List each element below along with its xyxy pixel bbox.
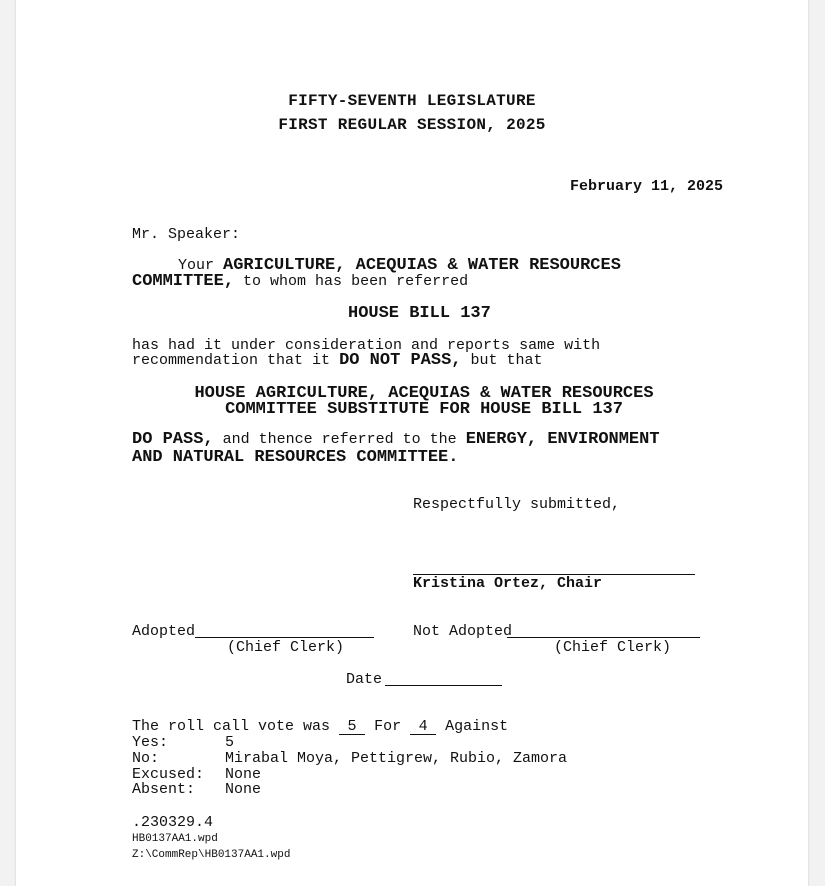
date-label: Date	[346, 671, 383, 688]
document-page	[16, 0, 808, 886]
no-value: Mirabal Moya, Pettigrew, Rubio, Zamora	[225, 750, 568, 767]
referral-committee-cont: AND NATURAL RESOURCES COMMITTEE.	[132, 448, 459, 467]
excused-label: Excused:	[132, 766, 205, 783]
recommendation-prefix: recommendation that it	[132, 352, 331, 369]
absent-label: Absent:	[132, 781, 196, 798]
recommendation-suffix: but that	[470, 352, 543, 369]
file-name: HB0137AA1.wpd	[132, 833, 218, 845]
document-code: .230329.4	[132, 814, 214, 831]
against-count: 4	[410, 720, 436, 735]
committee-name-cont: COMMITTEE,	[132, 272, 235, 291]
against-label: Against	[445, 718, 509, 735]
committee-name: AGRICULTURE, ACEQUIAS & WATER RESOURCES	[223, 256, 621, 275]
yes-label: Yes:	[132, 734, 169, 751]
intro-prefix: Your	[178, 257, 215, 274]
referral-committee: ENERGY, ENVIRONMENT	[465, 430, 660, 449]
absent-value: None	[225, 781, 262, 798]
legislature-title: FIFTY-SEVENTH LEGISLATURE	[288, 92, 536, 110]
file-path: Z:\CommRep\HB0137AA1.wpd	[132, 849, 291, 861]
bill-title: HOUSE BILL 137	[348, 304, 491, 323]
for-count: 5	[339, 720, 365, 735]
salutation: Mr. Speaker:	[132, 226, 241, 243]
consideration-line: has had it under consideration and reports same with	[132, 337, 601, 354]
excused-value: None	[225, 766, 262, 783]
intro-suffix: to whom has been referred	[243, 273, 469, 290]
roll-call-prefix: The roll call vote was	[132, 718, 331, 735]
yes-value: 5	[225, 734, 235, 751]
intro-line-2	[132, 274, 468, 290]
adopted-clerk-label: (Chief Clerk)	[227, 639, 345, 656]
do-pass-line	[132, 432, 660, 448]
not-adopted-signature-line	[507, 637, 700, 638]
date-line	[385, 685, 502, 686]
referral-text: and thence referred to the	[222, 431, 457, 448]
substitute-line-1: HOUSE AGRICULTURE, ACEQUIAS & WATER RESOURCES	[194, 384, 654, 403]
signer-name: Kristina Ortez, Chair	[413, 575, 603, 592]
session-title: FIRST REGULAR SESSION, 2025	[278, 116, 546, 134]
report-date: February 11, 2025	[570, 178, 724, 195]
intro-line-1	[178, 258, 621, 274]
not-adopted-label: Not Adopted	[413, 623, 513, 640]
recommendation-line	[132, 353, 543, 369]
recommendation-value: DO NOT PASS,	[339, 351, 462, 370]
roll-call-line	[132, 719, 508, 735]
no-label: No:	[132, 750, 160, 767]
adopted-signature-line	[195, 637, 374, 638]
closing: Respectfully submitted,	[413, 496, 621, 513]
for-label: For	[374, 718, 402, 735]
do-pass: DO PASS,	[132, 430, 214, 449]
substitute-line-2: COMMITTEE SUBSTITUTE FOR HOUSE BILL 137	[225, 400, 623, 419]
not-adopted-clerk-label: (Chief Clerk)	[554, 639, 672, 656]
adopted-label: Adopted	[132, 623, 196, 640]
